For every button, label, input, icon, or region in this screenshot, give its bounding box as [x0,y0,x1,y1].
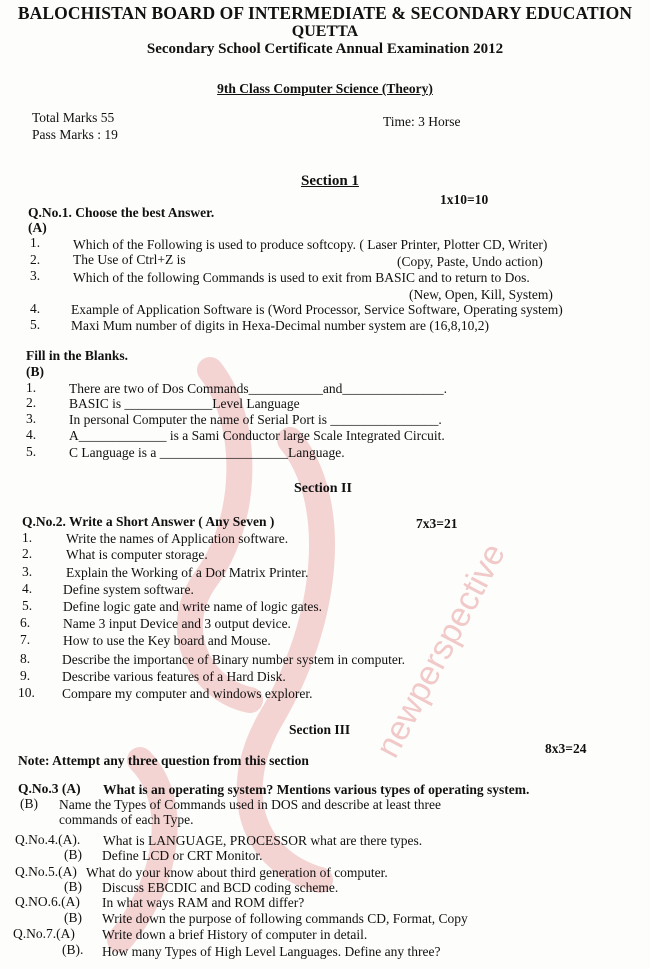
short-q-text: Explain the Working of a Dot Matrix Printer. [66,565,309,580]
total-marks: Total Marks 55 [32,110,115,125]
long-q-text: Name the Types of Commands used in DOS and describe at least three [59,797,441,812]
mcq-text: Maxi Mum number of digits in Hexa-Decimal number system are (16,8,10,2) [71,318,490,333]
exam-title: Secondary School Certificate Annual Examination 2012 [146,41,504,57]
subject-title: 9th Class Computer Science (Theory) [217,81,433,96]
mcq-number: 3. [30,268,41,283]
blank-number: 5. [26,444,37,459]
section3-note: Note: Attempt any three question from this section [18,753,309,768]
short-q-text: How to use the Key board and Mouse. [63,633,271,648]
blank-number: 2. [26,395,37,410]
long-q-text: Define LCD or CRT Monitor. [102,848,263,863]
short-q-number: 6. [20,615,31,630]
section1-marks: 1x10=10 [440,192,489,207]
mcq-number: 2. [30,252,41,267]
short-q-text: Describe the importance of Binary number system in computer. [62,652,406,667]
mcq-options: (New, Open, Kill, System) [409,287,553,302]
short-q-text: Define logic gate and write name of logic gates. [63,599,323,614]
section2-marks: 7x3=21 [416,516,458,531]
long-q-label: Q.No.7.(A) [13,926,75,941]
blank-text: BASIC is _____________Level Language [69,396,300,411]
short-q-number: 8. [20,651,31,666]
long-q-label: (B). [62,942,84,957]
section2-title: Section II [294,481,352,496]
long-q-text: Write down a brief History of computer in detail. [102,927,368,942]
blank-number: 1. [26,380,37,395]
long-q-text: What is an operating system? Mentions various types of operating system. [103,782,530,797]
long-q-label: (B) [20,796,38,811]
q2-heading: Q.No.2. Write a Short Answer ( Any Seven ) [22,514,275,529]
short-q-number: 7. [20,632,31,647]
section3-marks: 8x3=24 [545,741,587,756]
part-b-label: (B) [26,364,44,379]
mcq-number: 1. [30,235,41,250]
short-q-number: 1. [22,530,33,545]
city-title: QUETTA [291,23,359,40]
long-q-text: What do your know about third generation of computer. [86,865,388,880]
mcq-text: Which of the Following is used to produce softcopy. ( Laser Printer, Plotter CD, Writer) [73,237,548,252]
blank-text: A_____________ is a Sami Conductor large Scale Integrated Circuit. [69,428,445,443]
blank-text: C Language is a ___________________Language. [69,445,345,460]
long-q-label: (B) [64,847,82,862]
watermark-text: newperspective [368,537,513,764]
part-a-label: (A) [28,220,47,235]
q1-heading: Q.No.1. Choose the best Answer. [28,205,215,220]
long-q-label: Q.No.5.(A) [15,864,77,879]
blank-number: 4. [26,427,37,442]
short-q-text: Describe various features of a Hard Disk. [62,669,286,684]
long-q-text: How many Types of High Level Languages. Define any three? [102,944,441,959]
long-q-label: Q.No.3 (A) [18,781,81,796]
short-q-text: What is computer storage. [66,547,208,562]
short-q-number: 10. [18,685,35,700]
mcq-text: Which of the following Commands is used to exit from BASIC and to return to Dos. [73,270,530,285]
short-q-number: 4. [22,581,33,596]
mcq-number: 4. [30,301,41,316]
long-q-label: Q.No.4.(A). [15,832,81,847]
blank-text: There are two of Dos Commands___________and_______________. [69,381,447,396]
time-allowed: Time: 3 Horse [383,114,461,129]
section1-title: Section 1 [301,173,359,189]
short-q-number: 3. [22,564,33,579]
long-q-text: In what ways RAM and ROM differ? [102,895,305,910]
long-q-text: commands of each Type. [59,812,194,827]
long-q-label: (B) [64,879,82,894]
fill-blanks-heading: Fill in the Blanks. [26,348,129,363]
mcq-options: (Copy, Paste, Undo action) [397,254,543,269]
short-q-text: Write the names of Application software. [66,531,289,546]
short-q-text: Compare my computer and windows explorer. [62,686,313,701]
short-q-number: 9. [20,668,31,683]
mcq-text: Example of Application Software is (Word Processor, Service Software, Operating system) [71,302,563,317]
mcq-number: 5. [30,317,41,332]
blank-text: In personal Computer the name of Serial Port is ________________. [69,412,442,427]
long-q-text: What is LANGUAGE, PROCESSOR what are there types. [103,833,423,848]
long-q-text: Write down the purpose of following commands CD, Format, Copy [102,911,468,926]
board-title: BALOCHISTAN BOARD OF INTERMEDIATE & SECONDARY EDUCATION [17,3,633,23]
pass-marks: Pass Marks : 19 [32,127,118,142]
short-q-text: Name 3 input Device and 3 output device. [63,616,291,631]
short-q-number: 5. [22,598,33,613]
long-q-label: Q.NO.6.(A) [15,894,80,909]
blank-number: 3. [26,411,37,426]
short-q-number: 2. [22,546,33,561]
mcq-text: The Use of Ctrl+Z is [73,252,186,267]
section3-title: Section III [289,722,351,737]
long-q-label: (B) [64,910,82,925]
long-q-text: Discuss EBCDIC and BCD coding scheme. [102,880,339,895]
short-q-text: Define system software. [63,582,194,597]
